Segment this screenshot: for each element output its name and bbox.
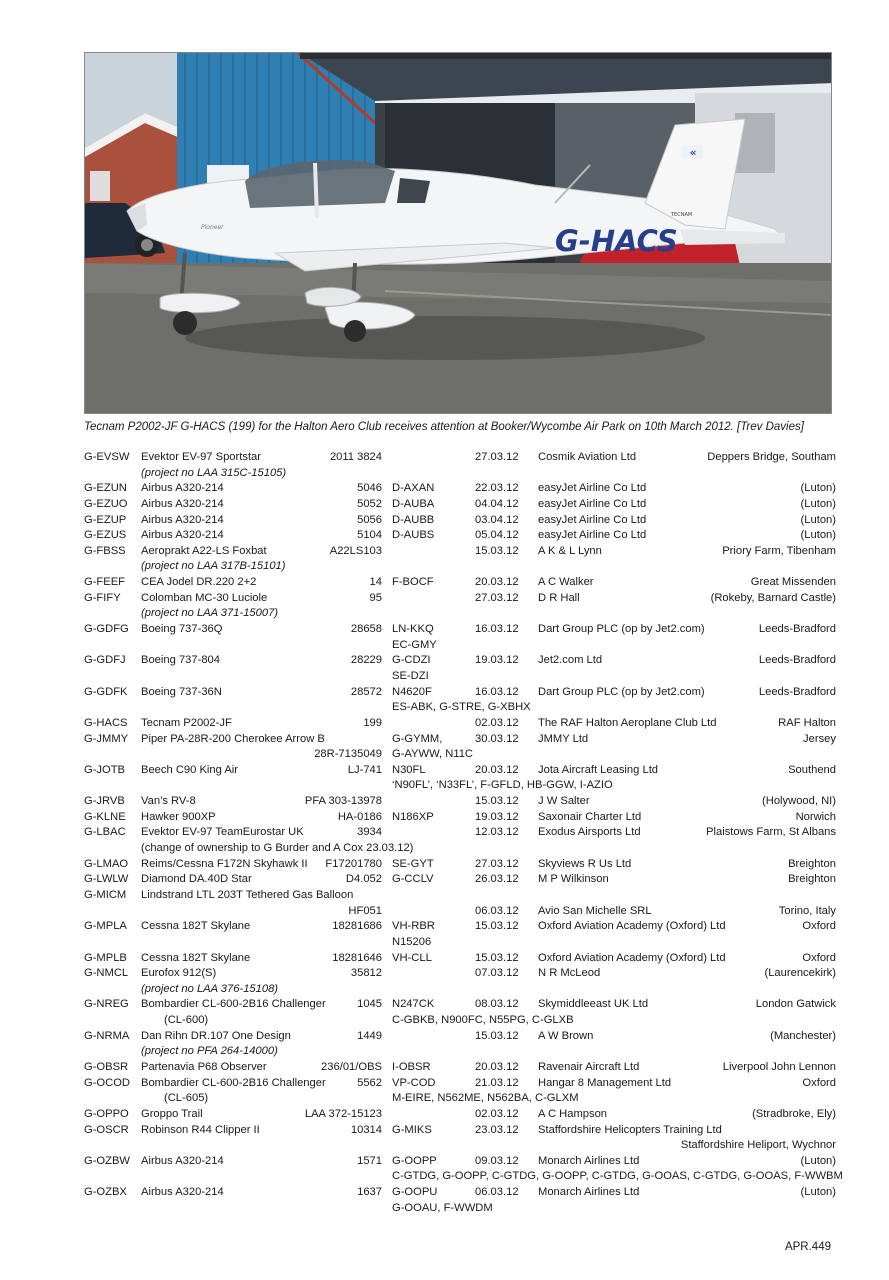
base: Breighton [788, 857, 836, 870]
aircraft-type: Evektor EV-97 TeamEurostar UK [141, 826, 304, 839]
registration-date: 06.03.12 [475, 904, 519, 917]
owner: JMMY Ltd [538, 732, 589, 745]
aircraft-photo [85, 53, 832, 414]
construction-number: 5104 [357, 529, 382, 542]
tail-badge: « [689, 146, 697, 159]
owner: Hangar 8 Management Ltd [538, 1076, 672, 1089]
previous-identities: ‘N90FL’, ‘N33FL’, F-GFLD, HB-GGW, I-AZIO [392, 779, 613, 792]
aircraft-type: CEA Jodel DR.220 2+2 [141, 576, 257, 589]
previous-identity: G-OOPU [392, 1186, 438, 1199]
registration: G-EZUP [84, 513, 127, 526]
aircraft-type: Lindstrand LTL 203T Tethered Gas Balloon [141, 888, 354, 901]
registration-date: 26.03.12 [475, 873, 519, 886]
base: (Luton) [800, 1154, 836, 1167]
register-continuation-line [84, 778, 836, 794]
owner: Saxonair Charter Ltd [538, 810, 642, 823]
previous-identity: VP-COD [392, 1076, 436, 1089]
fin-text: TECNAM [671, 212, 693, 218]
aircraft-type: Airbus A320-214 [141, 1154, 224, 1167]
registration-date: 05.04.12 [475, 529, 519, 542]
photo-caption: Tecnam P2002-JF G-HACS (199) for the Halton Aero Club receives attention at Booker/Wycombe Air Park on 10th March 2012. [Trev Davies] [84, 421, 804, 433]
registration-date: 12.03.12 [475, 826, 519, 839]
construction-number: 18281646 [332, 951, 382, 964]
aircraft-type: Groppo Trail [141, 1107, 203, 1120]
register-entry [84, 1076, 836, 1092]
aircraft-type: Airbus A320-214 [141, 1186, 224, 1199]
registration: G-GDFG [84, 623, 129, 636]
base: (Holywood, NI) [762, 795, 836, 808]
register-continuation-line [84, 935, 836, 951]
construction-number: 5562 [357, 1076, 382, 1089]
previous-identity: G-MIKS [392, 1123, 432, 1136]
owner: A K & L Lynn [538, 544, 602, 557]
owner: Monarch Airlines Ltd [538, 1186, 640, 1199]
registration-date: 27.03.12 [475, 591, 519, 604]
owner: easyJet Airline Co Ltd [538, 513, 647, 526]
register-continuation-line [84, 669, 836, 685]
base: (Luton) [800, 1186, 836, 1199]
aircraft-type: Airbus A320-214 [141, 529, 224, 542]
construction-number: F17201780 [325, 857, 382, 870]
base: Deppers Bridge, Southam [707, 451, 836, 463]
aircraft-type: Dan Rihn DR.107 One Design [141, 1029, 291, 1042]
construction-number: 236/01/OBS [321, 1060, 382, 1073]
base: Torino, Italy [778, 904, 836, 917]
registration: G-EZUO [84, 497, 128, 510]
register-entry [84, 1107, 836, 1123]
register-continuation-line [84, 638, 836, 654]
register-entry [84, 1123, 836, 1139]
aircraft-type: Van’s RV-8 [141, 795, 196, 808]
aircraft-type: Piper PA-28R-200 Cherokee Arrow B [141, 732, 325, 745]
owner: Avio San Michelle SRL [538, 904, 652, 917]
register-entry [84, 1185, 836, 1201]
register-entry [84, 716, 836, 732]
type-variant: (CL-600) [164, 1014, 209, 1027]
register-entry [84, 825, 836, 841]
aircraft-type: Airbus A320-214 [141, 497, 224, 510]
previous-identity: N30FL [392, 763, 426, 776]
previous-identity: I-OBSR [392, 1060, 431, 1073]
construction-number: 14 [369, 576, 382, 589]
register-continuation-line [84, 747, 836, 763]
base: Southend [788, 763, 836, 776]
base: Oxford [802, 920, 836, 933]
aircraft-type: Partenavia P68 Observer [141, 1060, 267, 1073]
register-continuation-line [84, 606, 836, 622]
construction-number: 5052 [357, 497, 382, 510]
previous-identity: N186XP [392, 810, 434, 823]
registration-date: 20.03.12 [475, 1060, 519, 1073]
registration-date: 03.04.12 [475, 513, 519, 526]
registration-date: 19.03.12 [475, 810, 519, 823]
registration: G-MPLA [84, 920, 127, 933]
owner: Jet2.com Ltd [538, 654, 603, 667]
register-continuation-line [84, 1044, 836, 1060]
registration-date: 15.03.12 [475, 1029, 519, 1042]
registration: G-MPLB [84, 951, 127, 964]
previous-identity: G-GYMM, [392, 732, 443, 745]
previous-identity: F-BOCF [392, 576, 434, 589]
registration: G-EZUN [84, 482, 127, 495]
register-entry [84, 1029, 836, 1045]
registration: G-OPPO [84, 1107, 129, 1120]
registration-date: 27.03.12 [475, 857, 519, 870]
base: London Gatwick [755, 998, 836, 1011]
construction-number: LAA 372-15123 [304, 1107, 382, 1120]
construction-number: 1045 [357, 998, 382, 1011]
base: Priory Farm, Tibenham [722, 544, 836, 557]
registration-date: 02.03.12 [475, 1107, 519, 1120]
registration: G-MICM [84, 888, 127, 901]
aircraft-type: Tecnam P2002-JF [141, 716, 232, 729]
registration: G-EVSW [84, 451, 130, 463]
register-entry [84, 1154, 836, 1170]
base: Liverpool John Lennon [722, 1060, 836, 1073]
registration-date: 15.03.12 [475, 951, 519, 964]
register-continuation-line [84, 841, 836, 857]
register-entry [84, 919, 836, 935]
base: Plaistows Farm, St Albans [706, 826, 836, 839]
registration-date: 30.03.12 [475, 732, 519, 745]
register-entry [84, 951, 836, 967]
base: (Luton) [800, 529, 836, 542]
owner: A C Hampson [538, 1107, 608, 1120]
registration-date: 07.03.12 [475, 967, 519, 980]
construction-number: HF051 [348, 904, 382, 917]
owner: J W Salter [538, 795, 590, 808]
project-note: (project no LAA 371-15007) [141, 607, 279, 620]
registration: G-JOTB [84, 763, 126, 776]
construction-number: 28R-7135049 [314, 748, 382, 761]
previous-identity: LN-KKQ [392, 623, 434, 636]
aircraft-type: Robinson R44 Clipper II [141, 1123, 260, 1136]
base: Leeds-Bradford [758, 654, 836, 667]
owner: Staffordshire Helicopters Training Ltd [538, 1123, 722, 1136]
aircraft-type: Cessna 182T Skylane [141, 920, 251, 933]
previous-identity: G-CCLV [392, 873, 434, 886]
owner: Skyviews R Us Ltd [538, 857, 632, 870]
base: (Luton) [800, 513, 836, 526]
register-entry [84, 528, 836, 544]
register-continuation-line [84, 982, 836, 998]
previous-identities: C-GBKB, N900FC, N55PG, C-GLXB [392, 1014, 574, 1027]
construction-number: 28229 [350, 654, 382, 667]
aircraft-type: Boeing 737-36Q [141, 623, 223, 636]
registration-date: 15.03.12 [475, 920, 519, 933]
construction-number: D4.052 [345, 873, 382, 886]
base: (Rokeby, Barnard Castle) [710, 591, 836, 604]
previous-identities: EC-GMY [392, 638, 437, 651]
construction-number: 1637 [357, 1186, 382, 1199]
registration-date: 21.03.12 [475, 1076, 519, 1089]
base: Leeds-Bradford [758, 685, 836, 698]
previous-identities: G-OOAU, F-WWDM [392, 1201, 493, 1214]
base: Oxford [802, 1076, 836, 1089]
project-note: (project no LAA 317B-15101) [141, 560, 286, 573]
registration-date: 09.03.12 [475, 1154, 519, 1167]
registration: G-KLNE [84, 810, 126, 823]
construction-number: 5056 [357, 513, 382, 526]
aircraft-type: Airbus A320-214 [141, 482, 224, 495]
base: (Manchester) [770, 1029, 836, 1042]
construction-number: 18281686 [332, 920, 382, 933]
base: Breighton [788, 873, 836, 886]
owner: easyJet Airline Co Ltd [538, 482, 647, 495]
register-entry [84, 872, 836, 888]
page-number: APR.449 [784, 1241, 831, 1253]
registration: G-FIFY [84, 591, 121, 604]
aircraft-type: Boeing 737-36N [141, 685, 222, 698]
registration-date: 04.04.12 [475, 497, 519, 510]
project-note: (project no LAA 315C-15105) [141, 466, 287, 479]
register-entry [84, 763, 836, 779]
construction-number: A22LS103 [329, 544, 382, 557]
registration: G-NMCL [84, 967, 129, 980]
construction-number: 28572 [350, 685, 382, 698]
register-entry [84, 575, 836, 591]
project-note: (project no PFA 264-14000) [141, 1045, 278, 1058]
registration: G-NREG [84, 998, 129, 1011]
previous-identity: VH-CLL [392, 951, 432, 964]
aircraft-type: Aeroprakt A22-LS Foxbat [141, 544, 267, 557]
owner: Oxford Aviation Academy (Oxford) Ltd [538, 920, 726, 933]
aircraft-type: Diamond DA.40D Star [141, 873, 252, 886]
owner: Oxford Aviation Academy (Oxford) Ltd [538, 951, 726, 964]
owner: Cosmik Aviation Ltd [538, 451, 637, 463]
previous-identity: D-AUBS [392, 529, 435, 542]
register-entry [84, 966, 836, 982]
construction-number: HA-0186 [337, 810, 382, 823]
owner: Dart Group PLC (op by Jet2.com) [538, 685, 705, 698]
owner: Exodus Airsports Ltd [538, 826, 641, 839]
register-entry [84, 622, 836, 638]
base: Jersey [803, 732, 836, 745]
registration: G-FEEF [84, 576, 126, 589]
photo-g-hacs [84, 52, 832, 414]
register-continuation-line [84, 1201, 836, 1217]
registration: G-HACS [84, 716, 128, 729]
owner: A W Brown [538, 1029, 594, 1042]
previous-identity: SE-GYT [392, 857, 434, 870]
base: (Luton) [800, 482, 836, 495]
previous-identity: D-AUBB [392, 513, 435, 526]
registration: G-LWLW [84, 873, 129, 886]
registration-date: 16.03.12 [475, 623, 519, 636]
previous-identities: C-GTDG, G-OOPP, C-GTDG, G-OOPP, C-GTDG, G-OOAS, C-GTDG, G-OOAS, F-WWBM [392, 1170, 843, 1183]
registration: G-LMAO [84, 857, 129, 870]
register-entry [84, 497, 836, 513]
registration: G-NRMA [84, 1029, 130, 1042]
base: (Luton) [800, 497, 836, 510]
previous-identity: N247CK [392, 998, 435, 1011]
registration: G-FBSS [84, 544, 126, 557]
register-entry [84, 450, 836, 466]
register-entry [84, 857, 836, 873]
aircraft-registration-marking: G-HACS [555, 224, 678, 258]
registration: G-GDFK [84, 685, 128, 698]
registration: G-LBAC [84, 826, 126, 839]
aircraft-type: Airbus A320-214 [141, 513, 224, 526]
register-list [84, 450, 843, 1216]
register-entry [84, 481, 836, 497]
register-continuation-line [84, 466, 836, 482]
owner: The RAF Halton Aeroplane Club Ltd [538, 716, 717, 729]
register-entry [84, 888, 836, 904]
owner: N R McLeod [538, 967, 601, 980]
owner: Ravenair Aircraft Ltd [538, 1060, 640, 1073]
registration: G-OBSR [84, 1060, 129, 1073]
construction-number: PFA 303-13978 [304, 795, 382, 808]
aircraft-type: Evektor EV-97 Sportstar [141, 451, 262, 463]
aircraft-type: Cessna 182T Skylane [141, 951, 251, 964]
registration-date: 08.03.12 [475, 998, 519, 1011]
construction-number: 3934 [357, 826, 382, 839]
construction-number: 35812 [350, 967, 382, 980]
base: Norwich [795, 810, 836, 823]
aircraft-type: Bombardier CL-600-2B16 Challenger [141, 998, 326, 1011]
aircraft-type: Colomban MC-30 Luciole [141, 591, 268, 604]
aircraft-type: Reims/Cessna F172N Skyhawk II [141, 857, 308, 870]
owner: D R Hall [538, 591, 580, 604]
base: Leeds-Bradford [758, 623, 836, 636]
register-entry [84, 810, 836, 826]
registration-date: 22.03.12 [475, 482, 519, 495]
register-entry [84, 904, 836, 920]
construction-number: 5046 [357, 482, 382, 495]
aircraft-type: Eurofox 912(S) [141, 967, 217, 980]
registration-date: 06.03.12 [475, 1186, 519, 1199]
aircraft-type: Boeing 737-804 [141, 654, 221, 667]
register-continuation-line [84, 1013, 836, 1029]
construction-number: 28658 [350, 623, 382, 636]
register-entry [84, 653, 836, 669]
registration-date: 23.03.12 [475, 1123, 519, 1136]
registration: G-OZBX [84, 1186, 127, 1199]
project-note: (project no LAA 376-15108) [141, 982, 279, 995]
previous-identities: SE-DZI [392, 669, 429, 682]
previous-identity: N4620F [392, 685, 432, 698]
registration-date: 16.03.12 [475, 685, 519, 698]
type-variant: (CL-605) [164, 1092, 209, 1105]
registration: G-JRVB [84, 795, 125, 808]
owner: easyJet Airline Co Ltd [538, 497, 647, 510]
register-continuation-line [84, 700, 836, 716]
ownership-note: (change of ownership to G Burder and A Cox 23.03.12) [141, 842, 414, 855]
owner: Monarch Airlines Ltd [538, 1154, 640, 1167]
previous-identity: G-OOPP [392, 1154, 437, 1167]
register-entry [84, 997, 836, 1013]
registration: G-EZUS [84, 529, 127, 542]
construction-number: 10314 [350, 1123, 382, 1136]
owner: Jota Aircraft Leasing Ltd [538, 763, 659, 776]
register-entry [84, 1060, 836, 1076]
cowl-text: Pioneer [201, 224, 224, 231]
register-continuation-line [84, 1169, 843, 1185]
register-continuation-line [84, 559, 836, 575]
register-entry [84, 591, 836, 607]
construction-number: 95 [369, 591, 382, 604]
owner: Dart Group PLC (op by Jet2.com) [538, 623, 705, 636]
construction-number: 1449 [357, 1029, 382, 1042]
owner: M P Wilkinson [538, 873, 609, 886]
register-entry [84, 685, 836, 701]
registration-date: 15.03.12 [475, 795, 519, 808]
owner: Skymiddleeast UK Ltd [538, 998, 649, 1011]
construction-number: LJ-741 [347, 763, 382, 776]
register-entry [84, 544, 836, 560]
previous-identity: G-CDZI [392, 654, 431, 667]
register-entry [84, 513, 836, 529]
registration-date: 19.03.12 [475, 654, 519, 667]
previous-identities: ES-ABK, G-STRE, G-XBHX [392, 701, 531, 714]
registration-date: 20.03.12 [475, 763, 519, 776]
registration-date: 20.03.12 [475, 576, 519, 589]
registration: G-JMMY [84, 732, 129, 745]
previous-identity: D-AXAN [392, 482, 435, 495]
register-entry [84, 732, 836, 748]
registration: G-OZBW [84, 1154, 130, 1167]
owner: A C Walker [538, 576, 594, 589]
base: (Stradbroke, Ely) [752, 1107, 836, 1120]
registration-date: 02.03.12 [475, 716, 519, 729]
base-continued: Staffordshire Heliport, Wychnor [680, 1139, 836, 1152]
aircraft-type: Hawker 900XP [141, 810, 216, 823]
register-entry [84, 794, 836, 810]
previous-identities: N15206 [392, 935, 432, 948]
construction-number: 2011 3824 [329, 451, 382, 463]
registration: G-OCOD [84, 1076, 130, 1089]
registration: G-OSCR [84, 1123, 129, 1136]
registration: G-GDFJ [84, 654, 126, 667]
aircraft-type: Bombardier CL-600-2B16 Challenger [141, 1076, 326, 1089]
base: RAF Halton [778, 716, 836, 729]
owner: easyJet Airline Co Ltd [538, 529, 647, 542]
registration-date: 27.03.12 [475, 451, 519, 463]
construction-number: 1571 [357, 1154, 382, 1167]
base: Great Missenden [750, 576, 836, 589]
base: (Laurencekirk) [764, 967, 836, 980]
previous-identities: G-AYWW, N11C [392, 748, 474, 761]
construction-number: 199 [363, 716, 382, 729]
base: Oxford [802, 951, 836, 964]
registration-date: 15.03.12 [475, 544, 519, 557]
previous-identities: M-EIRE, N562ME, N562BA, C-GLXM [392, 1092, 579, 1105]
aircraft-type: Beech C90 King Air [141, 763, 239, 776]
register-continuation-line [84, 1138, 836, 1154]
previous-identity: D-AUBA [392, 497, 435, 510]
register-continuation-line [84, 1091, 836, 1107]
previous-identity: VH-RBR [392, 920, 435, 933]
